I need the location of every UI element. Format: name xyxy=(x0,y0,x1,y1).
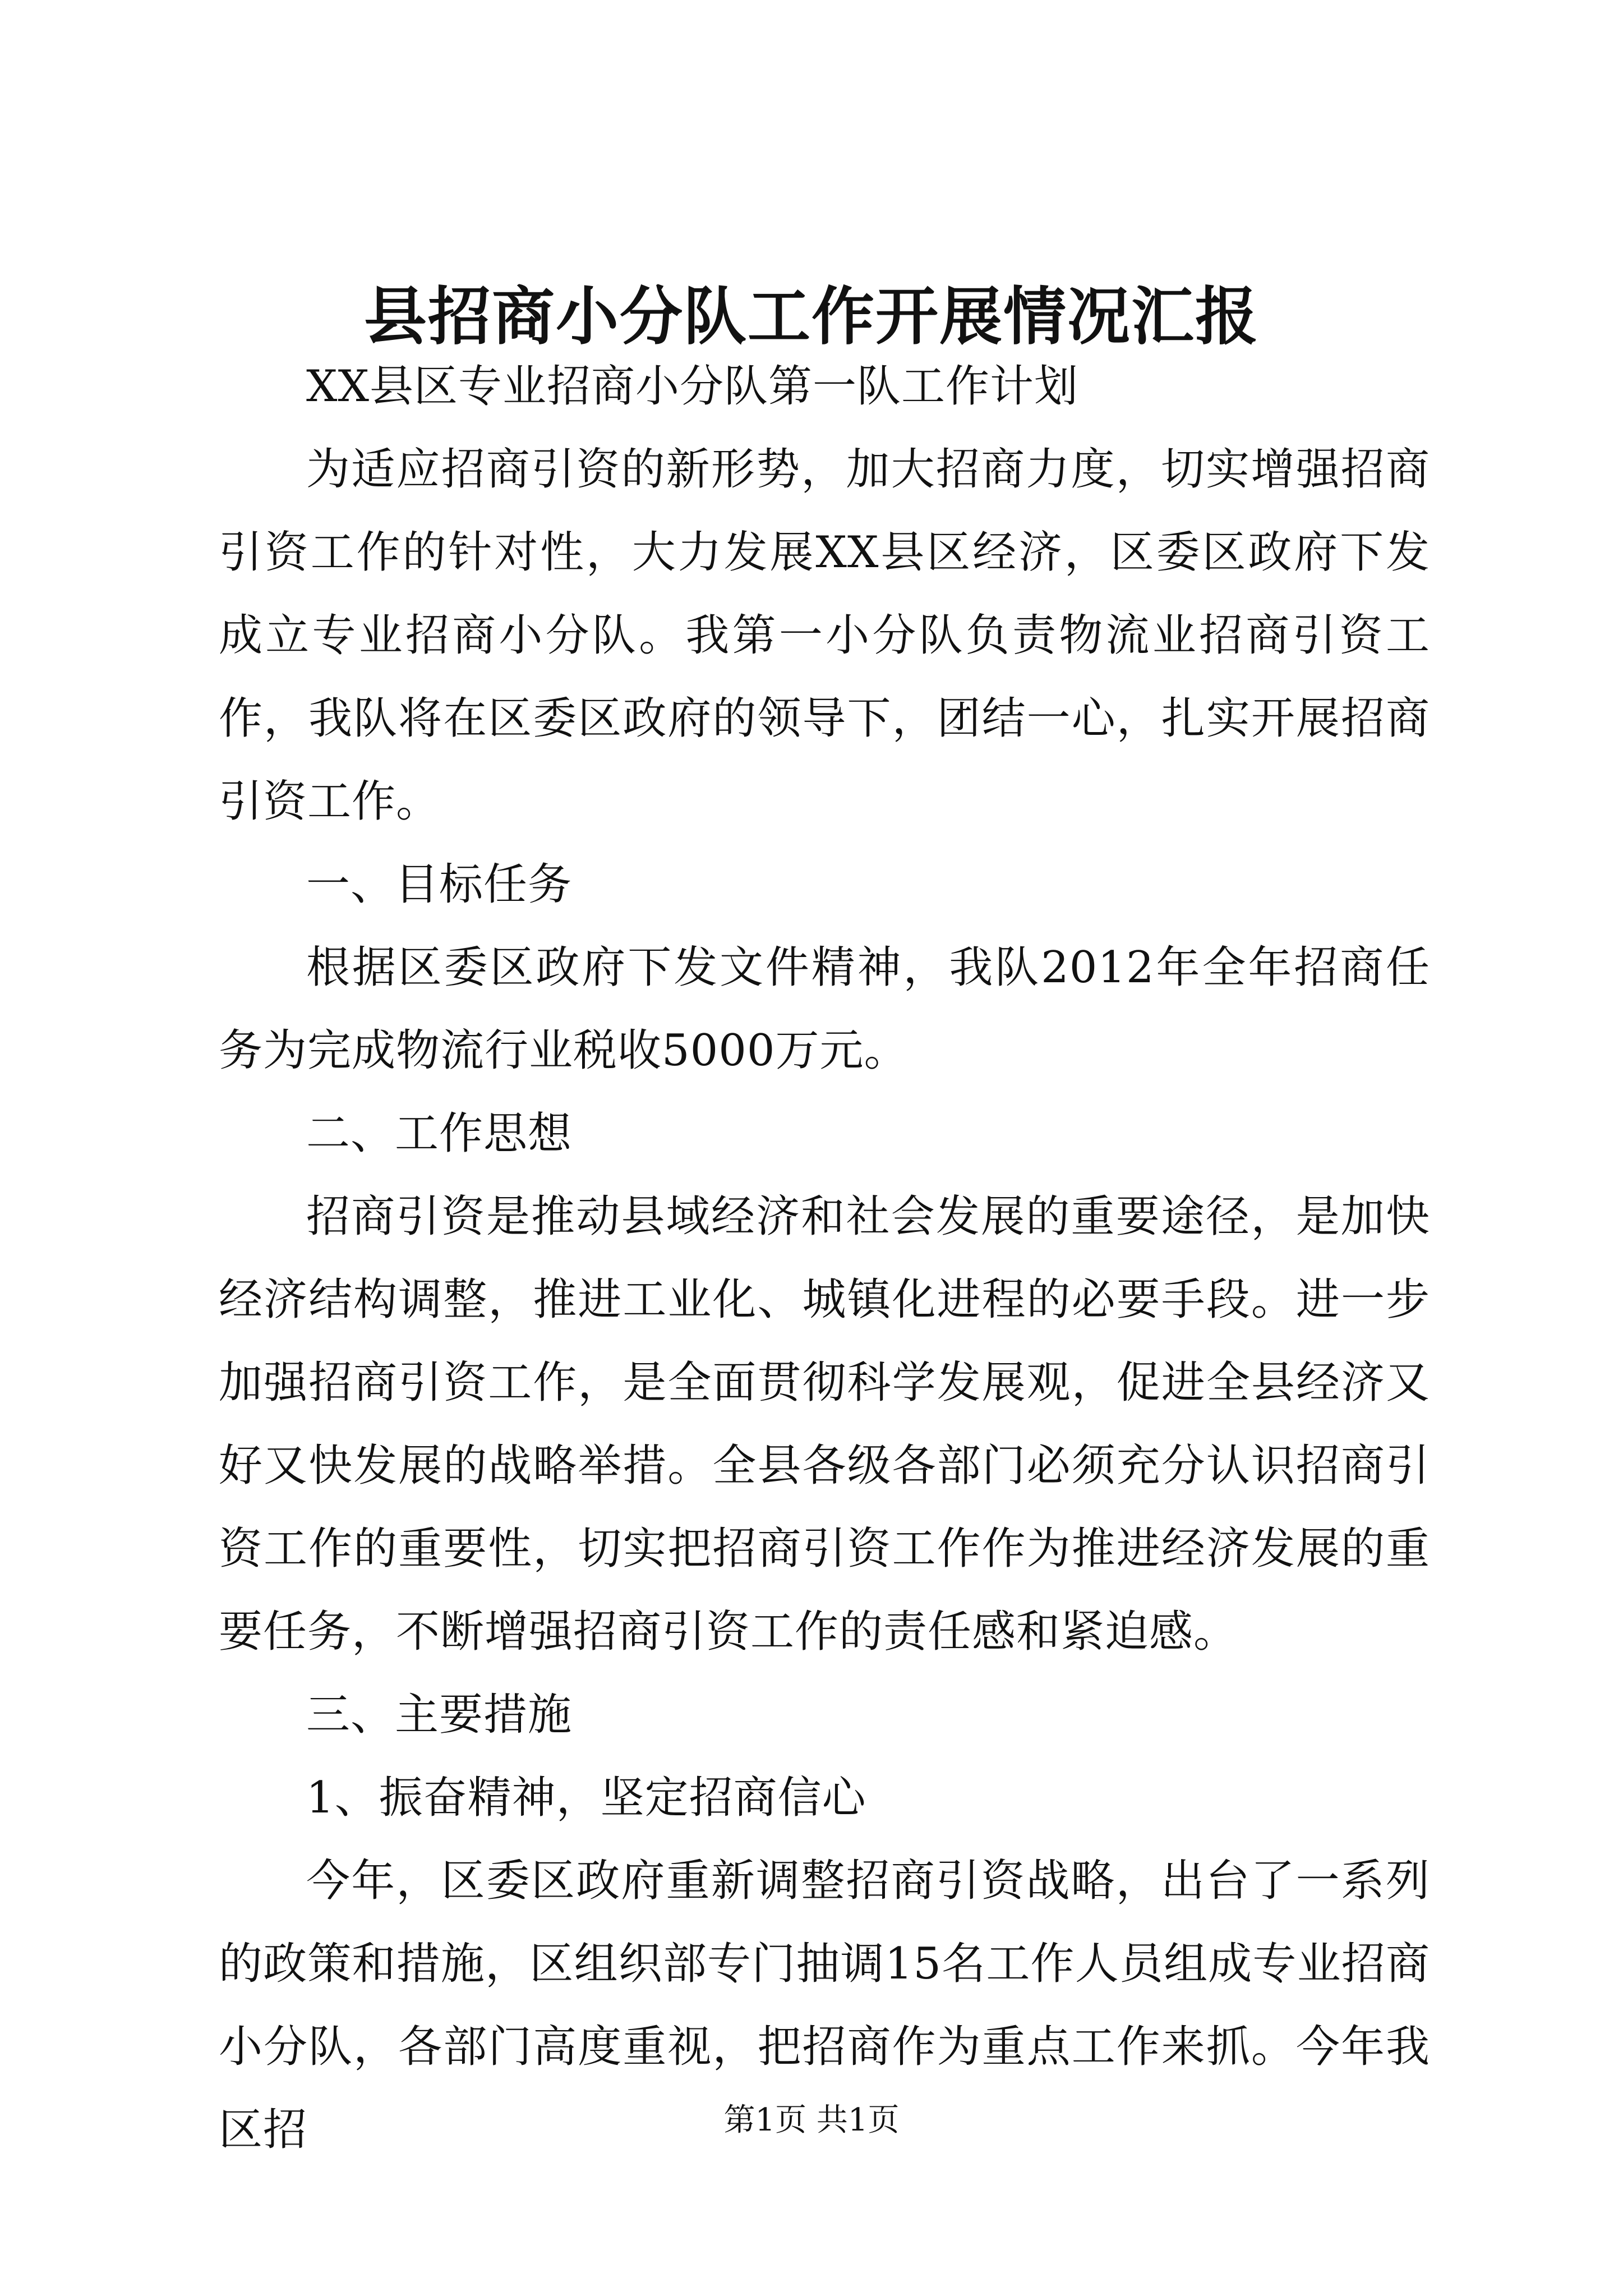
intro-paragraph: 为适应招商引资的新形势，加大招商力度，切实增强招商引资工作的针对性，大力发展XX县区经济，区委区政府下发成立专业招商小分队。我第一小分队负责物流业招商引资工作，我队将在区委区政府的领导下，团结一心，扎实开展招商引资工作。 xyxy=(219,444,1430,827)
section-heading-thinking: 二、工作思想 xyxy=(306,1108,573,1159)
section-heading-measures: 三、主要措施 xyxy=(306,1690,573,1740)
measure-paragraph-1: 今年，区委区政府重新调整招商引资战略，出台了一系列的政策和措施，区组织部专门抽调15名工作人员组成专业招商小分队，各部门高度重视，把招商作为重点工作来抓。今年我区招 xyxy=(219,1856,1430,2155)
thinking-paragraph: 招商引资是推动县域经济和社会发展的重要途径，是加快经济结构调整，推进工业化、城镇化进程的必要手段。进一步加强招商引资工作，是全面贯彻科学发展观，促进全县经济又好又快发展的战略举措。全县各级各部门必须充分认识招商引资工作的重要性，切实把招商引资工作作为推进经济发展的重要任务，不断增强招商引资工作的责任感和紧迫感。 xyxy=(219,1191,1430,1657)
page-footer: 第1页 共1页 xyxy=(723,2102,900,2138)
subtitle-paragraph: XX县区专业招商小分队第一队工作计划 xyxy=(306,361,1079,412)
measure-heading-1: 1、振奋精神，坚定招商信心 xyxy=(306,1773,866,1823)
section-heading-goals: 一、目标任务 xyxy=(306,859,573,910)
document-body xyxy=(219,345,1430,2171)
goals-paragraph: 根据区委区政府下发文件精神，我队2012年全年招商任务为完成物流行业税收5000万元。 xyxy=(219,942,1430,1076)
document-title: 县招商小分队工作开展情况汇报 xyxy=(364,280,1259,353)
